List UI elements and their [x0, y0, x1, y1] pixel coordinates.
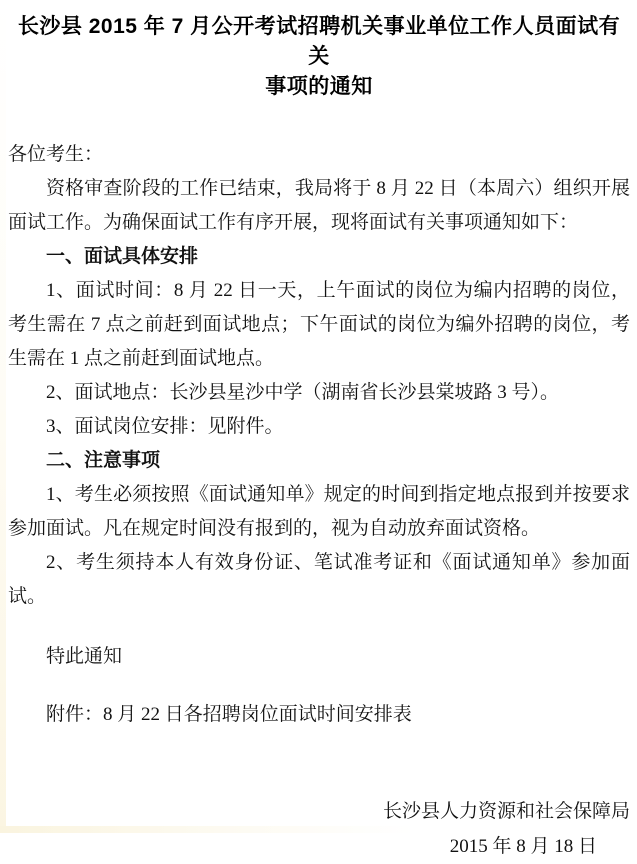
signature-block	[8, 794, 630, 864]
salutation: 各位考生：	[8, 144, 104, 165]
scan-edge-left	[0, 0, 6, 833]
section2-heading: 二、注意事项	[46, 450, 161, 471]
issuing-authority: 长沙县人力资源和社会保障局	[382, 801, 630, 822]
section1-item-time: 1、面试时间：8 月 22 日一天，上午面试的岗位为编内招聘的岗位，考生需在 7 点之前赶到面试地点；下午面试的岗位为编外招聘的岗位，考生需在 1 点之前赶到面试地点。	[8, 280, 630, 369]
page-title-line2: 事项的通知	[265, 75, 373, 98]
attachment-note: 附件：8 月 22 日各招聘岗位面试时间安排表	[46, 704, 412, 725]
intro-paragraph: 资格审查阶段的工作已结束，我局将于 8 月 22 日（本周六）组织开展面试工作。为确保面试工作有序开展，现将面试有关事项通知如下：	[8, 178, 630, 233]
notice-body	[8, 138, 630, 732]
closing-statement: 特此通知	[46, 646, 123, 667]
issue-date: 2015 年 8 月 18 日	[449, 836, 597, 857]
section1-heading: 一、面试具体安排	[46, 246, 199, 267]
section1-item-schedule: 3、面试岗位安排：见附件。	[46, 416, 284, 437]
page-title-line1: 长沙县 2015 年 7 月公开考试招聘机关事业单位工作人员面试有关	[17, 15, 621, 68]
section2-item-checkin: 1、考生必须按照《面试通知单》规定的时间到指定地点报到并按要求参加面试。凡在规定时间没有报到的，视为自动放弃面试资格。	[8, 484, 630, 539]
section1-item-location: 2、面试地点：长沙县星沙中学（湖南省长沙县棠坡路 3 号）。	[46, 382, 560, 403]
page-title	[8, 12, 630, 102]
section2-item-documents: 2、考生须持本人有效身份证、笔试准考证和《面试通知单》参加面试。	[8, 552, 630, 607]
